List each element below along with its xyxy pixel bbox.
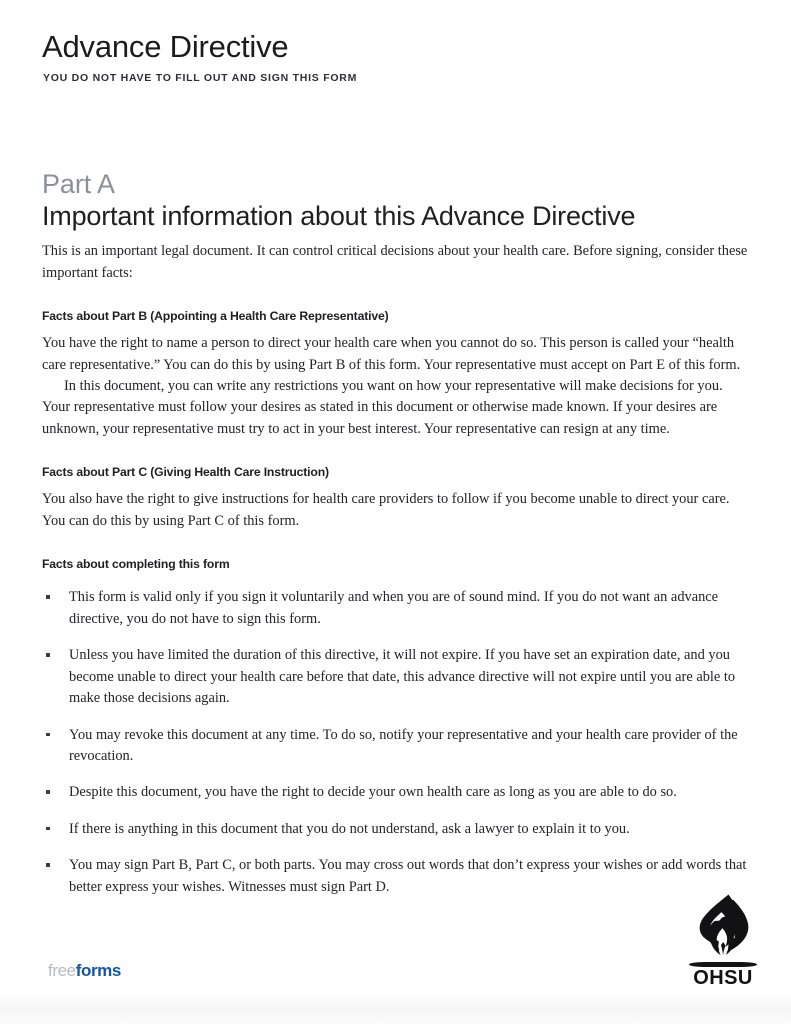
part-heading: Important information about this Advance Directive [42, 201, 636, 232]
bullet-icon [46, 827, 50, 831]
bullet-icon [46, 863, 50, 867]
bullet-icon [46, 733, 50, 737]
freeforms-logo-free: free [48, 961, 76, 980]
freeforms-logo [48, 962, 121, 979]
list-item [42, 725, 749, 768]
list-item-text: Unless you have limited the duration of this directive, it will not expire. If you have set an expiration date, and you become unable to direct your health care before that date, this advance directive will not expire until you are able to make those decisions again. [69, 647, 736, 707]
list-item [42, 819, 749, 840]
section-facts-completing-form [42, 557, 749, 898]
bullet-icon [46, 595, 50, 599]
section-paragraph: In this document, you can write any restrictions you want on how your representative will make decisions for you. Your representative must follow your desires as stated in this document or otherwise made known. If your desires are unknown, your representative must try to act in your best interest. Your representative can resign at any time. [42, 377, 723, 437]
document-content [42, 30, 749, 898]
list-item [42, 855, 749, 898]
section-facts-part-b [42, 309, 749, 440]
part-heading-block [42, 170, 749, 284]
facts-bullet-list [42, 587, 749, 898]
page-subtitle: YOU DO NOT HAVE TO FILL OUT AND SIGN THIS FORM [43, 71, 358, 84]
masthead [42, 30, 749, 84]
page-bottom-edge [0, 992, 791, 1024]
list-item [42, 782, 749, 803]
bullet-icon [46, 790, 50, 794]
page-title: Advance Directive [42, 29, 289, 64]
section-paragraph: You also have the right to give instructions for health care providers to follow if you become unable to direct your care. You can do this by using Part C of this form. [42, 491, 730, 529]
bullet-icon [46, 653, 50, 657]
list-item [42, 645, 749, 709]
section-heading: Facts about completing this form [42, 557, 230, 572]
ohsu-underline-bar [689, 962, 757, 967]
list-item-text: You may sign Part B, Part C, or both parts. You may cross out words that don’t express your wishes or add words that better express your wishes. Witnesses must sign Part D. [69, 857, 747, 895]
freeforms-logo-forms: forms [75, 961, 121, 980]
section-facts-part-c [42, 465, 749, 532]
list-item-text: Despite this document, you have the right to decide your own health care as long as you are able to do so. [69, 784, 677, 801]
section-heading: Facts about Part B (Appointing a Health Care Representative) [42, 309, 389, 324]
section-heading: Facts about Part C (Giving Health Care Instruction) [42, 465, 329, 480]
ohsu-logo [685, 893, 761, 989]
section-paragraph: You have the right to name a person to direct your health care when you cannot do so. This person is called your “health care representative.” You can do this by using Part B of this form. Your representative must accept on Part E of this form. [42, 335, 741, 373]
list-item [42, 587, 749, 630]
ohsu-flame-icon [688, 893, 758, 959]
lead-paragraph: This is an important legal document. It can control critical decisions about your health care. Before signing, consider these important facts: [42, 243, 748, 281]
ohsu-wordmark: OHSU [693, 966, 753, 989]
part-label: Part A [42, 168, 115, 199]
list-item-text: You may revoke this document at any time. To do so, notify your representative and your health care provider of the revocation. [69, 726, 738, 764]
list-item-text: This form is valid only if you sign it voluntarily and when you are of sound mind. If you do not want an advance directive, you do not have to sign this form. [69, 589, 719, 627]
list-item-text: If there is anything in this document that you do not understand, ask a lawyer to explain it to you. [69, 820, 630, 837]
